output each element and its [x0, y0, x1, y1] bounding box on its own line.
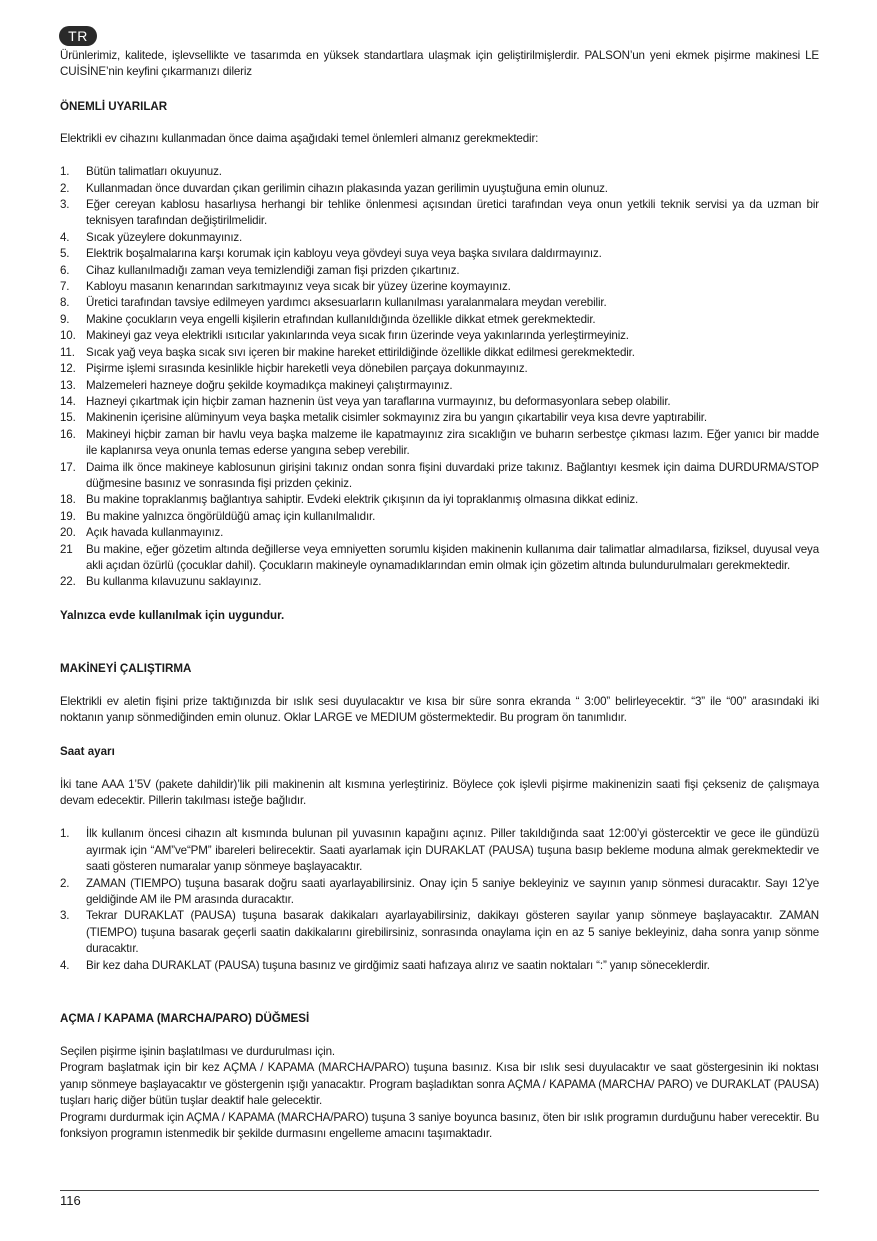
list-item-text: Bu makine, eğer gözetim altında değillerse veya emniyetten sorumlu kişiden makinenin kullanıma dair talimatlar almadılarsa, fiziksel, duyusal veya akli açıdan özürlü (çocuklar dahil). Çocukların makineyle oynamadıklarından emin olmak için gözetim altında bulundurulmaları gerekmektedir. [86, 542, 819, 572]
list-item [60, 295, 819, 311]
list-item-number: 3. [60, 909, 70, 923]
list-item-number: 13. [60, 378, 76, 392]
warnings-list [60, 164, 819, 591]
onoff-paragraph-2: Program başlatmak için bir kez AÇMA / KAPAMA (MARCHA/PARO) tuşuna basınız. Kısa bir ıslık sesi duyulacaktır ve saat göstergesinin iki noktası yanıp sönmeye başlayacaktır ve göstergenin ışığı yanacaktır. Program başladıktan sonra AÇMA / KAPAMA (MARCHA/ PARO) ve DURAKLAT (PAUSA) tuşları hariç diğer bütün tuşlar deaktif hale gelecektir. [60, 1061, 819, 1108]
list-item [60, 908, 819, 957]
list-item [60, 509, 819, 525]
list-item-number: 16. [60, 427, 76, 441]
list-item-number: 17. [60, 460, 76, 474]
list-item-text: Makinenin içerisine alüminyum veya başka metalik cisimler sokmayınız zira bu yangın çıkartabilir veya kısa devre yaptırabilir. [86, 411, 707, 425]
list-item [60, 492, 819, 508]
list-item-number: 6. [60, 263, 70, 277]
list-item-number: 5. [60, 247, 70, 261]
list-item-text: Makine çocukların veya engelli kişilerin etrafından kullanıldığında özellikle dikkat etmek gerekmektedir. [86, 312, 596, 326]
operate-paragraph: Elektrikli ev aletin fişini prize taktığınızda bir ıslık sesi duyulacaktır ve kısa bir süre sonra ekranda “ 3:00” belirleyecektir. “3” ile “00” arasındaki iki noktanın yanıp sönmediğinden emin olunuz. Oklar LARGE ve MEDIUM göstermektedir. Bu program ön tanımlıdır. [60, 694, 819, 725]
list-item-text: Bu makine topraklanmış bağlantıya sahiptir. Evdeki elektrik çıkışının da iyi topraklanmış olmasına dikkat ediniz. [86, 493, 639, 507]
list-item-number: 8. [60, 296, 70, 310]
list-item [60, 542, 819, 575]
clock-steps-list [60, 826, 819, 974]
list-item-text: ZAMAN (TIEMPO) tuşuna basarak doğru saati ayarlayabilirsiniz. Onay için 5 saniye bekleyiniz ve sayının yanıp sönmesi duracaktır. Sayı 12’ye geldiğinde AM ile PM arasında duracaktır. [86, 876, 819, 907]
list-item-number: 10. [60, 329, 76, 343]
list-item [60, 525, 819, 541]
list-item-number: 2. [60, 876, 70, 890]
list-item-text: Sıcak yağ veya başka sıcak sıvı içeren bir makine hareket ettirildiğinde özellikle dikkat edilmesi gerekmektedir. [86, 345, 635, 359]
onoff-paragraph-1: Seçilen pişirme işinin başlatılması ve durdurulması için. [60, 1045, 335, 1059]
clock-heading: Saat ayarı [60, 744, 115, 758]
list-item [60, 826, 819, 875]
list-item-text: Malzemeleri hazneye doğru şekilde koymadıkça makineyi çalıştırmayınız. [86, 378, 453, 392]
list-item [60, 410, 819, 426]
warnings-lead: Elektrikli ev cihazını kullanmadan önce daima aşağıdaki temel önlemleri almanız gerekmektedir: [60, 131, 539, 145]
list-item-number: 1. [60, 165, 70, 179]
list-item [60, 279, 819, 295]
list-item-number: 9. [60, 312, 70, 326]
list-item [60, 164, 819, 180]
list-item [60, 394, 819, 410]
list-item [60, 427, 819, 460]
list-item-number: 2. [60, 181, 70, 195]
list-item [60, 361, 819, 377]
list-item-number: 18. [60, 493, 76, 507]
list-item-text: Açık havada kullanmayınız. [86, 526, 224, 540]
list-item [60, 328, 819, 344]
list-item-number: 3. [60, 198, 70, 212]
list-item [60, 460, 819, 493]
list-item-text: Elektrik boşalmalarına karşı korumak için kabloyu veya gövdeyi suya veya başka sıvılara daldırmayınız. [86, 247, 602, 261]
list-item-text: Bir kez daha DURAKLAT (PAUSA) tuşuna basınız ve girdğimiz saati hafızaya alırız ve saatin noktaları “:” yanıp söneceklerdir. [86, 958, 710, 972]
list-item-number: 1. [60, 827, 70, 841]
list-item [60, 378, 819, 394]
list-item-number: 4. [60, 958, 70, 972]
list-item-text: Hazneyi çıkartmak için hiçbir zaman haznenin üst veya yan taraflarına vurmayınız, bu deformasyonlara sebep olabilir. [86, 394, 671, 408]
list-item-text: Eğer cereyan kablosu hasarlıysa herhangi bir tehlike önlenmesi açısından üretici tarafından veya onun yetkili teknik servisi ya da uzman bir teknisyen tarafından değiştirilmelidir. [86, 198, 819, 228]
list-item [60, 230, 819, 246]
clock-paragraph: İki tane AAA 1’5V (pakete dahildir)’lik pili makinenin alt kısmına yerleştiriniz. Böylece çok işlevli pişirme makinenizin saati fişi çekseniz de çalışmaya devam edecektir. Pillerin takılması isteğe bağlıdır. [60, 777, 819, 807]
page-number: 116 [60, 1193, 81, 1208]
list-item-number: 15. [60, 411, 76, 425]
list-item [60, 574, 819, 590]
list-item [60, 312, 819, 328]
page-content [60, 26, 819, 1143]
list-item-text: Daima ilk önce makineye kablosunun girişini takınız ondan sonra fişini duvardaki prize takınız. Bağlantıyı kesmek için daima DURDURMA/STOP düğmesine basınız ve sonrasında fişi prizden çekiniz. [86, 460, 819, 490]
list-item-number: 20. [60, 526, 76, 540]
intro-paragraph: Ürünlerimiz, kalitede, işlevsellikte ve tasarımda en yüksek standartlara ulaşmak için geliştirilmişlerdir. PALSON’un yeni ekmek pişirme makinesi LE CUİSİNE’nin keyfini çıkarmanızı dileriz [60, 49, 819, 79]
list-item [60, 876, 819, 909]
list-item-number: 19. [60, 509, 76, 523]
home-use-note: Yalnızca evde kullanılmak için uygundur. [60, 608, 285, 622]
list-item-text: Bütün talimatları okuyunuz. [86, 165, 222, 179]
warnings-heading: ÖNEMLİ UYARILAR [60, 99, 168, 113]
list-item-text: Bu kullanma kılavuzunu saklayınız. [86, 575, 262, 589]
list-item-text: Bu makine yalnızca öngörüldüğü amaç için kullanılmalıdır. [86, 509, 376, 523]
list-item [60, 181, 819, 197]
list-item-number: 21 [60, 542, 73, 556]
list-item-number: 12. [60, 362, 76, 376]
operate-heading: MAKİNEYİ ÇALIŞTIRMA [60, 661, 192, 675]
list-item-text: İlk kullanım öncesi cihazın alt kısmında bulunan pil yuvasının kapağını açınız. Piller takıldığında saat 12:00’yi göstercektir ve gece ile gündüzü ayırmak için “AM”ve“PM” ibareleri belirecektir. Saati ayarlamak için DURAKLAT (PAUSA) tuşuna basıp bekleme moduna almak gerekmektedir ve saati gösteren numaralar yanıp sönmeye başlayacaktır. [86, 827, 819, 874]
list-item-text: Makineyi hiçbir zaman bir havlu veya başka malzeme ile kapatmayınız zira sıcaklığın ve buharın serbestçe çıkması lazım. Eğer yanıcı bir madde ile kaplanırsa veya onunla temas ederse yangına sebep verebilir. [86, 427, 819, 458]
list-item-text: Kabloyu masanın kenarından sarkıtmayınız veya sıcak bir yüzey üzerine koymayınız. [86, 280, 511, 294]
list-item-number: 11. [60, 345, 75, 359]
list-item-text: Sıcak yüzeylere dokunmayınız. [86, 230, 243, 244]
list-item-number: 4. [60, 230, 70, 244]
list-item [60, 197, 819, 230]
list-item-number: 22. [60, 575, 76, 589]
language-badge: TR [59, 26, 97, 46]
list-item [60, 958, 819, 974]
list-item [60, 263, 819, 279]
list-item-text: Makineyi gaz veya elektrikli ısıtıcılar yakınlarında veya sıcak fırın üzerinde veya yakınlarında yerleştirmeyiniz. [86, 329, 629, 343]
list-item-text: Pişirme işlemi sırasında kesinlikle hiçbir hareketli veya dönebilen parçaya dokunmayınız. [86, 362, 528, 376]
list-item [60, 246, 819, 262]
list-item-text: Cihaz kullanılmadığı zaman veya temizlendiği zaman fişi prizden çıkartınız. [86, 263, 460, 277]
list-item-number: 7. [60, 280, 70, 294]
onoff-paragraph-3: Programı durdurmak için AÇMA / KAPAMA (MARCHA/PARO) tuşuna 3 saniye boyunca basınız, öten bir ıslık programın durduğunu haber verecektir. Bu fonksiyon programın istenmedik bir şekilde durmasını engelleme amacını taşımaktadır. [60, 1110, 819, 1141]
list-item-text: Tekrar DURAKLAT (PAUSA) tuşuna basarak dakikaları ayarlayabilirsiniz, dakikayı gösteren sayılar yanıp sönmeye başlayacaktır. ZAMAN (TIEMPO) tuşuna basarak geçerli saatin dakikalarını girebilirsiniz, sonrasında onaylama için en az 5 saniye bekleyiniz, daha sonra yanıp sönme duracaktır. [86, 909, 819, 956]
list-item-text: Kullanmadan önce duvardan çıkan gerilimin cihazın plakasında yazan gerilimin uyuştuğuna emin olunuz. [86, 181, 608, 195]
list-item [60, 345, 819, 361]
list-item-number: 14. [60, 394, 76, 408]
onoff-heading: AÇMA / KAPAMA (MARCHA/PARO) DÜĞMESİ [60, 1012, 310, 1026]
list-item-text: Üretici tarafından tavsiye edilmeyen yardımcı aksesuarların kullanılması yaralanmalara meydan verebilir. [86, 296, 607, 310]
footer-rule [60, 1190, 819, 1191]
